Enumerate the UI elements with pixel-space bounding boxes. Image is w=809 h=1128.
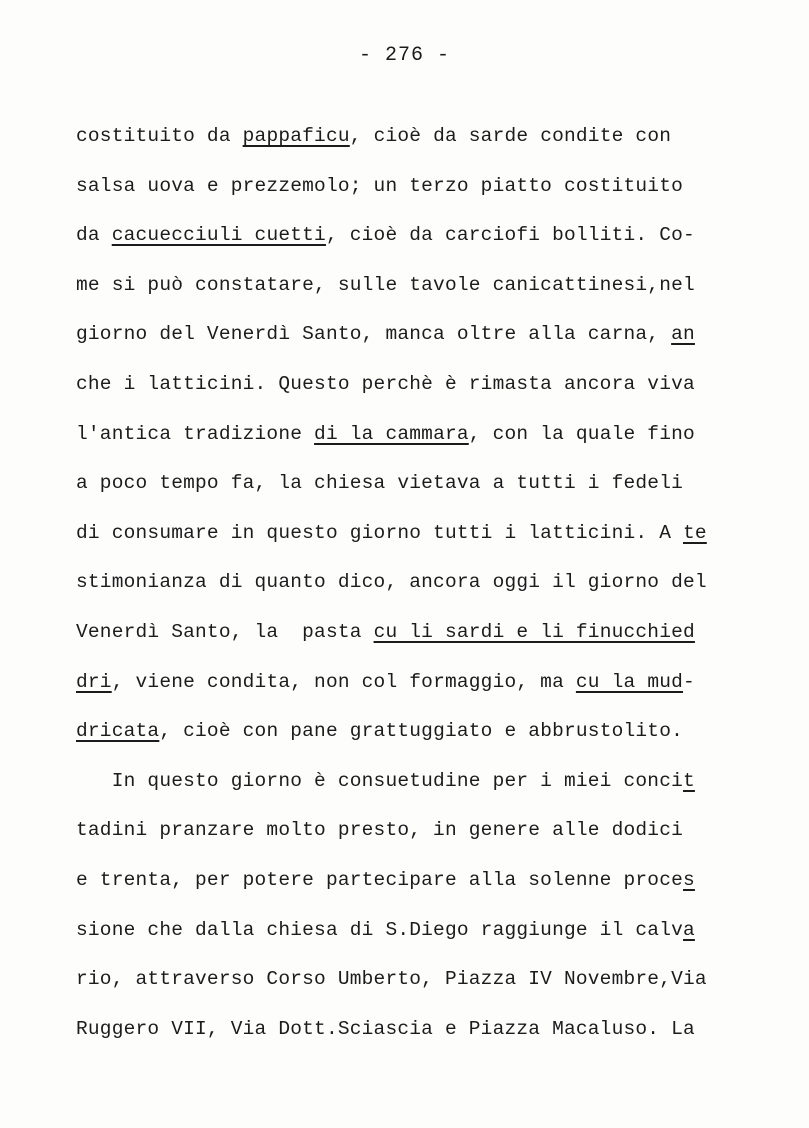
text-segment: , con la quale fino	[468, 422, 695, 445]
text-line	[76, 757, 756, 807]
page-number: - 276 -	[358, 44, 450, 67]
underlined-dialect-term: di la cammara	[314, 422, 469, 445]
text-segment: di consumare in questo giorno tutti i latticini. A	[76, 521, 683, 544]
text-line	[76, 608, 756, 658]
text-line	[76, 955, 756, 1005]
text-segment: -	[683, 670, 695, 693]
text-segment: Venerdì Santo, la pasta	[76, 620, 374, 643]
underlined-dialect-term: an	[671, 323, 695, 346]
text-line	[76, 906, 756, 956]
text-line	[76, 211, 756, 261]
text-segment: giorno del Venerdì Santo, manca oltre alla carna,	[76, 323, 672, 346]
underlined-dialect-term: a	[683, 918, 695, 941]
text-line	[76, 261, 756, 311]
underlined-dialect-term: pappaficu	[242, 125, 350, 147]
text-segment: In questo giorno è consuetudine per i miei conci	[76, 769, 683, 792]
text-segment: , cioè con pane grattuggiato e abbrustolito.	[159, 720, 684, 743]
underlined-dialect-term: te	[683, 521, 707, 544]
text-segment: Ruggero VII, Via Dott.Sciascia e Piazza Macaluso. La	[76, 1017, 695, 1040]
text-line	[76, 856, 756, 906]
text-segment: rio, attraverso Corso Umberto, Piazza IV Novembre,Via	[76, 968, 707, 991]
text-segment: , viene condita, non col formaggio, ma	[111, 670, 576, 693]
text-segment: stimonianza di quanto dico, ancora oggi il giorno del	[76, 571, 707, 594]
text-segment: costituito da	[76, 125, 243, 147]
text-segment: l'antica tradizione	[76, 422, 315, 445]
text-segment: che i latticini. Questo perchè è rimasta ancora viva	[76, 372, 695, 395]
text-line	[76, 410, 756, 460]
text-line	[76, 360, 756, 410]
text-segment: salsa uova e prezzemolo; un terzo piatto costituito	[76, 174, 683, 197]
underlined-dialect-term: cu la mud	[575, 670, 684, 693]
text-line	[76, 310, 756, 360]
text-line	[76, 658, 756, 708]
text-segment: da	[76, 224, 112, 247]
underlined-dialect-term: dri	[76, 670, 112, 693]
underlined-dialect-term: cacuecciuli cuetti	[111, 224, 326, 247]
text-segment: e trenta, per potere partecipare alla solenne proce	[76, 868, 683, 891]
text-segment: , cioè da sarde condite con	[349, 125, 672, 147]
underlined-dialect-term: s	[683, 868, 695, 891]
text-line	[76, 1005, 756, 1055]
text-segment: , cioè da carciofi bolliti. Co-	[325, 224, 695, 247]
text-segment: sione che dalla chiesa di S.Diego raggiunge il calv	[76, 918, 683, 941]
text-line	[76, 509, 756, 559]
text-line	[76, 162, 756, 212]
text-line	[76, 806, 756, 856]
underlined-dialect-term: t	[683, 769, 695, 792]
text-segment: me si può constatare, sulle tavole canicattinesi,nel	[76, 273, 695, 296]
text-line	[76, 459, 756, 509]
body-text	[76, 112, 756, 1054]
underlined-dialect-term: cu li sardi e li finucchied	[373, 620, 695, 643]
underlined-dialect-term: dricata	[76, 720, 160, 743]
text-segment: tadini pranzare molto presto, in genere alle dodici	[76, 819, 683, 842]
text-segment: a poco tempo fa, la chiesa vietava a tutti i fedeli	[76, 472, 683, 495]
text-line	[76, 558, 756, 608]
text-line	[76, 112, 756, 162]
text-line	[76, 707, 756, 757]
